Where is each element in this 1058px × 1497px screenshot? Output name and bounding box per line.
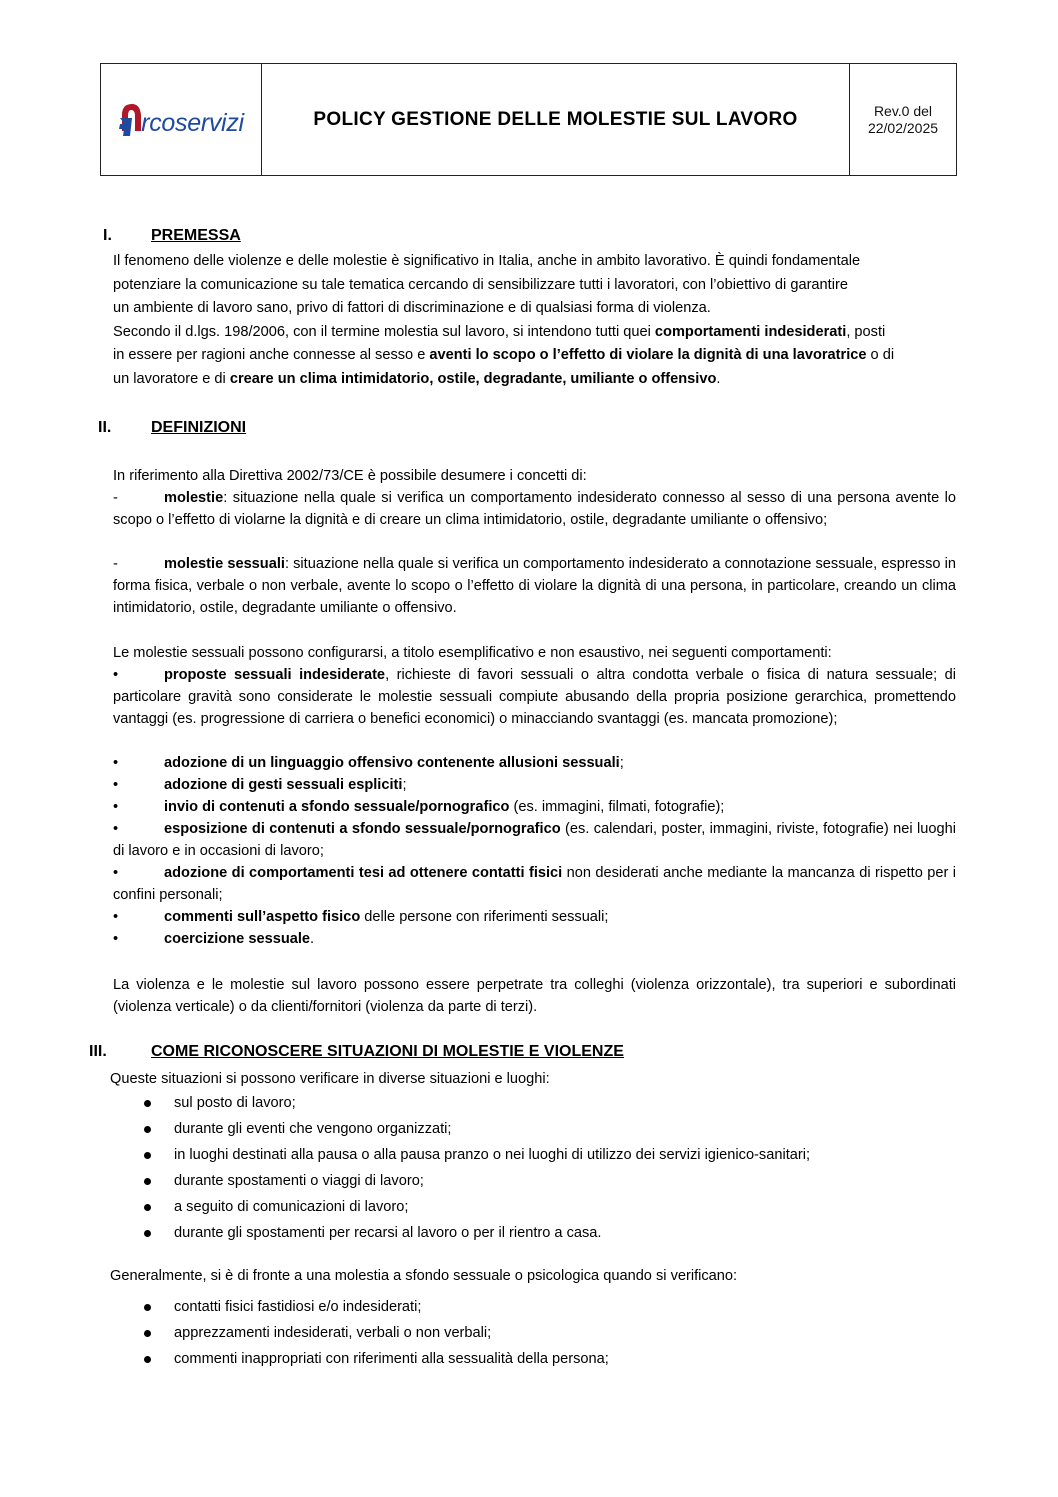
behaviour-bold: coercizione sessuale <box>164 931 311 947</box>
behaviour-item <box>113 752 956 774</box>
revision-cell <box>850 64 956 175</box>
bullet-icon <box>144 1330 151 1337</box>
bullet-icon <box>144 1356 151 1363</box>
logo-arc-icon <box>118 101 142 137</box>
violence-closing-paragraph: La violenza e le molestie sul lavoro possono essere perpetrate tra colleghi (violenza orizzontale), tra superiori e subordinati (violenza verticale) o da clienti/fornitori (violenza da parte di terzi). <box>113 977 956 1015</box>
bullet-icon <box>144 1304 151 1311</box>
behaviour-text: ; <box>402 777 407 793</box>
text-run: . <box>716 370 721 387</box>
list-item-text: in luoghi destinati alla pausa o alla pausa pranzo o nei luoghi di utilizzo dei servizi igienico-sanitari; <box>174 1147 811 1163</box>
text-run: o di <box>866 347 895 363</box>
behaviours-intro: Le molestie sessuali possono configurarsi, a titolo esemplificativo e non esaustivo, nei seguenti comportamenti: <box>113 645 832 661</box>
text-run: potenziare la comunicazione su tale tematica cercando di sensibilizzare tutti i lavoratori, con l’obiettivo di garantire <box>113 276 848 293</box>
behaviour-item <box>113 906 956 928</box>
section-1-title: PREMESSA <box>151 227 241 244</box>
text-run: un lavoratore e di <box>113 370 230 387</box>
text-run: Il fenomeno delle violenze e delle molestie è significativo in Italia, anche in ambito lavorativo. È quindi fondamentale <box>113 253 861 269</box>
company-logo <box>118 97 244 137</box>
bullet-marker: • <box>113 821 119 837</box>
list-item <box>140 1294 960 1320</box>
premessa-line <box>113 344 956 368</box>
premessa-line <box>113 297 956 321</box>
list-item <box>140 1168 960 1194</box>
premessa-line <box>113 321 956 345</box>
bold-run: aventi lo scopo o l’effetto di violare la dignità di una lavoratrice <box>429 347 867 363</box>
behaviour-text: (es. immagini, filmati, fotografie); <box>509 799 725 815</box>
behaviour-bold: proposte sessuali indesiderate <box>164 667 386 683</box>
logo-text: rcoservizi <box>141 108 244 137</box>
bullet-icon <box>144 1126 151 1133</box>
bold-run: comportamenti indesiderati <box>654 323 847 340</box>
revision-date: 22/02/2025 <box>867 119 939 136</box>
list-item <box>140 1194 960 1220</box>
behaviour-item <box>113 796 956 818</box>
dash-marker: - <box>113 490 118 506</box>
signs-intro: Generalmente, si è di fronte a una molestia a sfondo sessuale o psicologica quando si verificano: <box>110 1268 738 1284</box>
bullet-icon <box>144 1178 151 1185</box>
behaviour-item <box>113 928 956 950</box>
definition-item <box>113 487 956 531</box>
behaviour-text: delle persone con riferimenti sessuali; <box>360 909 609 925</box>
definition-term: molestie sessuali <box>164 556 285 572</box>
list-item <box>140 1320 960 1346</box>
section-3-heading <box>151 1043 624 1061</box>
list-item <box>140 1090 960 1116</box>
list-item <box>140 1142 960 1168</box>
list-item-text: durante gli eventi che vengono organizzati; <box>174 1121 452 1137</box>
section-3-title: COME RICONOSCERE SITUAZIONI DI MOLESTIE E VIOLENZE <box>151 1043 624 1060</box>
list-item-text: commenti inappropriati con riferimenti alla sessualità della persona; <box>174 1351 609 1367</box>
text-run: un ambiente di lavoro sano, privo di fattori di discriminazione e di qualsiasi forma di violenza. <box>113 300 711 316</box>
bullet-marker: • <box>113 931 119 947</box>
behaviour-item <box>113 818 956 862</box>
dash-marker: - <box>113 556 118 572</box>
bullet-icon <box>144 1230 151 1237</box>
bullet-marker: • <box>113 667 119 683</box>
places-intro: Queste situazioni si possono verificare in diverse situazioni e luoghi: <box>110 1071 550 1087</box>
behaviour-bold: adozione di comportamenti tesi ad ottenere contatti fisici <box>164 865 563 881</box>
document-header <box>100 63 957 176</box>
list-item <box>140 1346 960 1372</box>
section-2-title: DEFINIZIONI <box>151 419 247 436</box>
behaviour-text: . <box>310 931 315 947</box>
bullet-marker: • <box>113 865 119 881</box>
behaviour-bold: esposizione di contenuti a sfondo sessuale/pornografico <box>164 821 561 837</box>
behaviour-item <box>113 664 956 730</box>
bullet-marker: • <box>113 909 119 925</box>
behaviour-item <box>113 862 956 906</box>
bullet-marker: • <box>113 799 119 815</box>
behaviour-bold: adozione di un linguaggio offensivo contenente allusioni sessuali <box>164 755 620 771</box>
section-1-heading <box>151 227 241 245</box>
definition-text: : situazione nella quale si verifica un comportamento indesiderato a connotazione sessuale, espresso in forma fisica, verbale o non verbale, avente lo scopo o l’effetto di violare la dignità di una persona, in particolare, creando un clima intimidatorio, ostile, degradante umiliante o offensivo. <box>113 556 956 616</box>
list-item-text: durante gli spostamenti per recarsi al lavoro o per il rientro a casa. <box>174 1225 602 1241</box>
definition-item <box>113 553 956 619</box>
bullet-icon <box>144 1100 151 1107</box>
bullet-icon <box>144 1204 151 1211</box>
section-2-number: II. <box>98 419 112 436</box>
list-item <box>140 1116 960 1142</box>
premessa-line <box>113 250 956 274</box>
section-2-heading <box>151 419 246 437</box>
list-item <box>140 1220 960 1246</box>
logo-cell <box>101 64 262 175</box>
revision-label: Rev.0 del <box>873 102 933 119</box>
behaviour-text: , richieste di favori sessuali o altra condotta verbale o fisica di natura sessuale; di particolare gravità sono considerate le molestie sessuali compiute abusando della propria posizione gerarchica, promettendo vantaggi (es. progressione di carriera o benefici economici) o minacciando svantaggi (es. mancata promozione); <box>113 667 957 727</box>
definition-text: : situazione nella quale si verifica un comportamento indesiderato connesso al sesso di una persona avente lo scopo o l’effetto di violarne la dignità e di creare un clima intimidatorio, ostile, degradante umiliante o offensivo; <box>113 490 956 528</box>
signs-list <box>140 1294 960 1372</box>
behaviour-item <box>113 774 956 796</box>
list-item-text: durante spostamenti o viaggi di lavoro; <box>174 1173 424 1189</box>
behaviour-text: non desiderati anche mediante la mancanza di rispetto per i confini personali; <box>113 865 956 903</box>
bold-run: creare un clima intimidatorio, ostile, degradante, umiliante o offensivo <box>229 370 717 387</box>
behaviour-bold: adozione di gesti sessuali espliciti <box>164 777 403 793</box>
text-run: Secondo il d.lgs. 198/2006, con il termine molestia sul lavoro, si intendono tutti quei <box>113 323 655 340</box>
text-run: in essere per ragioni anche connesse al sesso e <box>113 347 430 363</box>
list-item-text: contatti fisici fastidiosi e/o indesiderati; <box>174 1299 422 1315</box>
title-cell <box>262 64 850 175</box>
bullet-marker: • <box>113 755 119 771</box>
behaviour-bold: invio di contenuti a sfondo sessuale/pornografico <box>164 799 510 815</box>
behaviour-bold: commenti sull’aspetto fisico <box>164 909 361 925</box>
bullet-icon <box>144 1152 151 1159</box>
behaviour-text: ; <box>619 755 624 771</box>
definitions-intro: In riferimento alla Direttiva 2002/73/CE è possibile desumere i concetti di: <box>113 468 587 484</box>
premessa-line <box>113 368 956 392</box>
bullet-marker: • <box>113 777 119 793</box>
section-1-number: I. <box>103 227 112 244</box>
premessa-paragraph <box>113 250 956 391</box>
definition-term: molestie <box>164 490 224 506</box>
list-item-text: sul posto di lavoro; <box>174 1095 296 1111</box>
behaviour-text: (es. calendari, poster, immagini, riviste, fotografie) nei luoghi di lavoro e in occasioni di lavoro; <box>113 821 957 859</box>
list-item-text: apprezzamenti indesiderati, verbali o non verbali; <box>174 1325 492 1341</box>
document-title: POLICY GESTIONE DELLE MOLESTIE SUL LAVORO <box>313 108 798 130</box>
places-list <box>140 1090 960 1246</box>
text-run: , posti <box>846 323 886 340</box>
list-item-text: a seguito di comunicazioni di lavoro; <box>174 1199 409 1215</box>
premessa-line <box>113 274 956 298</box>
section-3-number: III. <box>89 1043 107 1060</box>
